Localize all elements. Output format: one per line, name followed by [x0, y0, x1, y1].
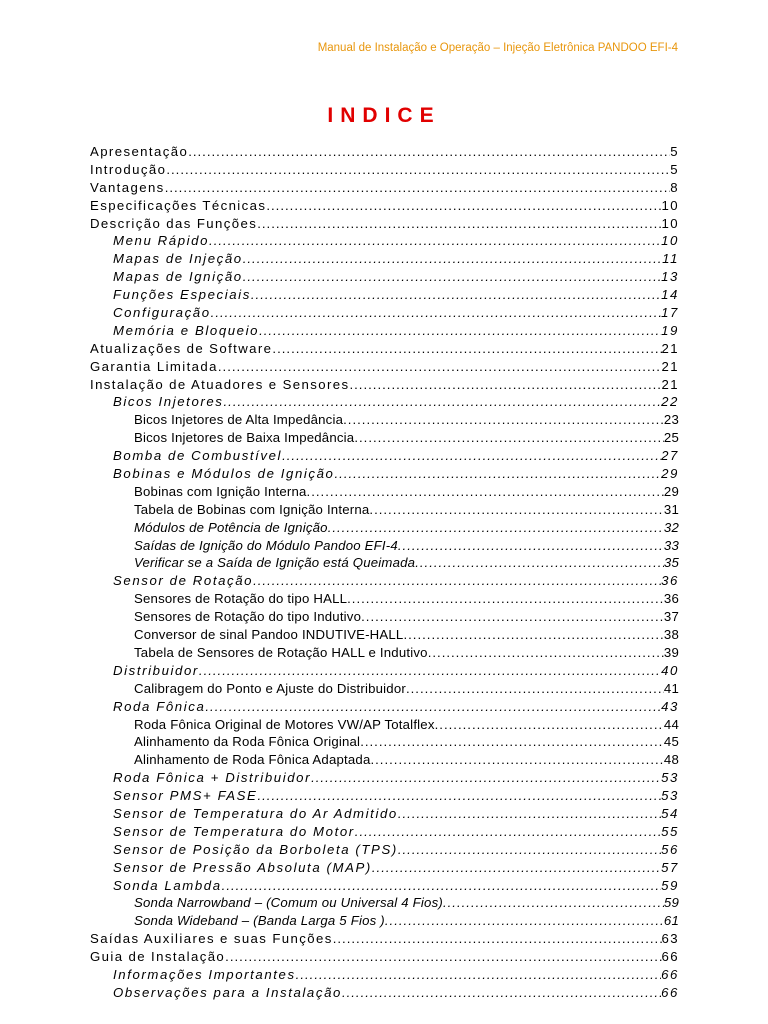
toc-entry[interactable] — [90, 286, 679, 304]
toc-entry-label: Saídas Auxiliares e suas Funções — [90, 931, 333, 947]
dot-leader — [428, 644, 664, 662]
dot-leader — [403, 626, 663, 644]
dot-leader — [328, 519, 664, 537]
dot-leader — [311, 769, 661, 787]
dot-leader — [342, 984, 661, 1002]
toc-entry[interactable] — [90, 215, 679, 233]
toc-entry-label: Bicos Injetores de Baixa Impedância — [134, 430, 355, 446]
toc-entry-label: Roda Fônica + Distribuidor — [113, 770, 312, 786]
toc-entry[interactable] — [90, 501, 679, 519]
dot-leader — [253, 572, 661, 590]
toc-entry-page-number: 38 — [663, 627, 679, 643]
toc-entry[interactable] — [90, 519, 679, 537]
toc-entry[interactable] — [90, 304, 679, 322]
dot-leader — [282, 447, 661, 465]
toc-entry-page-number: 53 — [661, 788, 679, 804]
dot-leader — [257, 787, 661, 805]
toc-entry[interactable] — [90, 877, 679, 895]
toc-entry[interactable] — [90, 894, 679, 912]
toc-entry-label: Sensor de Rotação — [113, 573, 254, 589]
dot-leader — [355, 823, 661, 841]
toc-entry-label: Mapas de Injeção — [113, 251, 243, 267]
toc-entry-label: Mapas de Ignição — [113, 269, 243, 285]
toc-entry-label: Observações para a Instalação — [113, 984, 342, 1000]
dot-leader — [211, 304, 661, 322]
dot-leader — [266, 197, 661, 215]
toc-entry[interactable] — [90, 787, 679, 805]
toc-entry-label: Menu Rápido — [113, 233, 210, 249]
toc-entry-page-number: 29 — [661, 466, 679, 482]
dot-leader — [385, 912, 664, 930]
toc-entry[interactable] — [90, 232, 679, 250]
dot-leader — [257, 215, 661, 233]
dot-leader — [360, 733, 664, 751]
page-title: INDICE — [327, 104, 441, 127]
toc-entry[interactable] — [90, 376, 679, 394]
toc-entry-page-number: 13 — [661, 269, 679, 285]
toc-entry-label: Introdução — [90, 161, 167, 177]
toc-entry-label: Informações Importantes — [113, 966, 296, 982]
toc-entry[interactable] — [90, 340, 679, 358]
dot-leader — [296, 966, 661, 984]
dot-leader — [205, 698, 661, 716]
toc-entry-page-number: 19 — [661, 322, 679, 338]
dot-leader — [199, 662, 661, 680]
toc-entry-label: Configuração — [113, 305, 211, 321]
toc-entry[interactable] — [90, 733, 679, 751]
toc-entry-page-number: 66 — [661, 984, 679, 1000]
toc-entry[interactable] — [90, 465, 679, 483]
dot-leader — [243, 250, 662, 268]
toc-entry[interactable] — [90, 769, 679, 787]
toc-entry-page-number: 22 — [661, 394, 679, 410]
toc-entry[interactable] — [90, 322, 679, 340]
toc-entry-label: Especificações Técnicas — [90, 197, 267, 213]
toc-entry[interactable] — [90, 411, 679, 429]
toc-entry-page-number: 33 — [663, 537, 679, 553]
toc-entry[interactable] — [90, 662, 679, 680]
toc-entry-label: Sensor PMS+ FASE — [113, 788, 258, 804]
toc-entry-label: Alinhamento de Roda Fônica Adaptada — [134, 752, 371, 768]
toc-entry-label: Saídas de Ignição do Módulo Pandoo EFI-4 — [134, 537, 398, 553]
toc-entry-label: Verificar se a Saída de Ignição está Queimada — [134, 555, 416, 571]
toc-entry-label: Garantia Limitada — [90, 358, 218, 374]
dot-leader — [307, 483, 664, 501]
dot-leader — [443, 894, 664, 912]
toc-entry-label: Sonda Narrowband – (Comum ou Universal 4 Fios) — [134, 895, 443, 911]
toc-entry[interactable] — [90, 912, 679, 930]
toc-entry[interactable] — [90, 626, 679, 644]
dot-leader — [251, 286, 661, 304]
dot-leader — [335, 465, 662, 483]
toc-entry-label: Apresentação — [90, 144, 189, 159]
toc-entry-page-number: 45 — [663, 734, 679, 750]
toc-entry-page-number: 53 — [661, 770, 679, 786]
toc-entry-label: Alinhamento da Roda Fônica Original — [134, 734, 361, 750]
toc-entry-page-number: 36 — [663, 591, 679, 607]
dot-leader — [354, 429, 664, 447]
table-of-contents — [90, 143, 679, 1002]
dot-leader — [372, 859, 661, 877]
dot-leader — [225, 948, 661, 966]
toc-entry-page-number: 5 — [670, 144, 679, 159]
toc-entry[interactable] — [90, 572, 679, 590]
toc-entry-page-number: 66 — [661, 966, 679, 982]
toc-entry[interactable] — [90, 680, 679, 698]
toc-entry-page-number: 21 — [661, 358, 679, 374]
dot-leader — [347, 590, 664, 608]
toc-entry-label: Descrição das Funções — [90, 215, 258, 231]
dot-leader — [369, 501, 664, 519]
toc-entry-page-number: 56 — [661, 841, 679, 857]
toc-entry-page-number: 59 — [663, 895, 679, 911]
toc-entry-label: Bicos Injetores — [113, 394, 224, 410]
dot-leader — [166, 161, 670, 179]
toc-entry-label: Bobinas e Módulos de Ignição — [113, 466, 335, 482]
toc-entry-label: Vantagens — [90, 179, 165, 195]
dot-leader — [259, 322, 661, 340]
toc-entry-page-number: 59 — [661, 877, 679, 893]
toc-entry-label: Atualizações de Software — [90, 340, 273, 356]
toc-entry-label: Memória e Bloqueio — [113, 322, 260, 338]
toc-entry-label: Roda Fônica — [113, 698, 206, 714]
dot-leader — [165, 179, 671, 197]
toc-entry[interactable] — [90, 161, 679, 179]
toc-entry-page-number: 40 — [661, 662, 679, 678]
toc-entry[interactable] — [90, 537, 679, 555]
toc-entry[interactable] — [90, 590, 679, 608]
dot-leader — [222, 877, 661, 895]
toc-entry-page-number: 61 — [663, 913, 679, 929]
dot-leader — [343, 411, 664, 429]
toc-entry-label: Sensor de Temperatura do Ar Admitido — [113, 805, 398, 821]
toc-entry-page-number: 57 — [661, 859, 679, 875]
toc-entry-label: Sensores de Rotação do tipo Indutivo — [134, 609, 362, 625]
toc-entry-page-number: 32 — [663, 519, 679, 535]
toc-entry-label: Tabela de Bobinas com Ignição Interna — [134, 501, 370, 517]
toc-entry-label: Sonda Lambda — [113, 877, 222, 893]
toc-entry[interactable] — [90, 984, 679, 1002]
toc-entry-label: Bobinas com Ignição Interna — [134, 483, 307, 499]
toc-entry-page-number: 55 — [661, 823, 679, 839]
toc-entry[interactable] — [90, 429, 679, 447]
toc-entry[interactable] — [90, 966, 679, 984]
toc-entry[interactable] — [90, 805, 679, 823]
toc-entry-label: Bomba de Combustível — [113, 448, 283, 464]
toc-entry[interactable] — [90, 859, 679, 877]
toc-entry-page-number: 39 — [663, 644, 679, 660]
toc-entry-page-number: 11 — [662, 251, 679, 267]
toc-entry-page-number: 54 — [661, 805, 679, 821]
toc-entry-label: Tabela de Sensores de Rotação HALL e Indutivo — [134, 644, 428, 660]
toc-entry-page-number: 21 — [661, 376, 679, 392]
toc-entry-page-number: 36 — [661, 573, 679, 589]
dot-leader — [243, 268, 661, 286]
toc-entry-page-number: 35 — [663, 555, 679, 571]
toc-entry[interactable] — [90, 698, 679, 716]
toc-entry-page-number: 63 — [661, 931, 679, 947]
toc-entry-page-number: 41 — [663, 680, 679, 696]
toc-entry[interactable] — [90, 447, 679, 465]
toc-entry[interactable] — [90, 930, 679, 948]
toc-entry-label: Instalação de Atuadores e Sensores — [90, 376, 350, 392]
toc-entry-page-number: 31 — [663, 501, 679, 517]
toc-entry-label: Sensor de Posição da Borboleta (TPS) — [113, 841, 398, 857]
toc-entry[interactable] — [90, 268, 679, 286]
toc-entry[interactable] — [90, 554, 679, 572]
toc-entry-label: Roda Fônica Original de Motores VW/AP Totalflex — [134, 716, 435, 732]
toc-entry-page-number: 21 — [661, 340, 679, 356]
toc-entry[interactable] — [90, 143, 679, 161]
dot-leader — [406, 680, 664, 698]
toc-entry[interactable] — [90, 823, 679, 841]
toc-entry[interactable] — [90, 393, 679, 411]
dot-leader — [188, 143, 670, 161]
toc-entry-label: Sensor de Pressão Absoluta (MAP) — [113, 859, 372, 875]
dot-leader — [209, 232, 661, 250]
toc-entry[interactable] — [90, 358, 679, 376]
toc-entry-label: Funções Especiais — [113, 287, 251, 303]
toc-entry-page-number: 8 — [670, 179, 679, 195]
toc-entry[interactable] — [90, 751, 679, 769]
toc-entry[interactable] — [90, 250, 679, 268]
running-header: Manual de Instalação e Operação – Injeção Eletrônica PANDOO EFI-4 — [317, 42, 678, 54]
toc-entry-page-number: 10 — [661, 197, 679, 213]
toc-entry-label: Sonda Wideband – (Banda Larga 5 Fios ) — [134, 913, 385, 929]
toc-entry-label: Distribuidor — [113, 662, 199, 678]
dot-leader — [272, 340, 661, 358]
toc-entry-page-number: 10 — [661, 233, 679, 249]
toc-entry-label: Sensor de Temperatura do Motor — [113, 823, 355, 839]
toc-entry-page-number: 23 — [663, 412, 679, 428]
toc-entry-page-number: 17 — [661, 305, 679, 321]
toc-entry[interactable] — [90, 716, 679, 734]
toc-entry-page-number: 14 — [661, 287, 679, 303]
toc-entry[interactable] — [90, 841, 679, 859]
toc-entry-label: Módulos de Potência de Ignição — [134, 519, 328, 535]
toc-entry-page-number: 10 — [661, 215, 679, 231]
dot-leader — [224, 393, 662, 411]
toc-entry-page-number: 48 — [663, 752, 679, 768]
dot-leader — [435, 716, 664, 734]
toc-entry-page-number: 44 — [663, 716, 679, 732]
toc-entry-label: Conversor de sinal Pandoo INDUTIVE-HALL — [134, 627, 404, 643]
toc-entry-page-number: 5 — [670, 161, 679, 177]
dot-leader — [398, 537, 664, 555]
toc-entry[interactable] — [90, 608, 679, 626]
toc-entry-page-number: 29 — [663, 483, 679, 499]
dot-leader — [370, 751, 663, 769]
toc-entry[interactable] — [90, 197, 679, 215]
toc-entry-label: Guia de Instalação — [90, 949, 226, 965]
toc-entry-label: Bicos Injetores de Alta Impedância — [134, 412, 344, 428]
dot-leader — [361, 608, 664, 626]
toc-entry-label: Calibragem do Ponto e Ajuste do Distribuidor — [134, 680, 406, 696]
dot-leader — [398, 841, 661, 859]
dot-leader — [218, 358, 662, 376]
toc-entry-page-number: 25 — [663, 430, 679, 446]
toc-entry[interactable] — [90, 644, 679, 662]
toc-entry-page-number: 43 — [661, 698, 679, 714]
toc-entry-page-number: 27 — [661, 448, 679, 464]
toc-entry[interactable] — [90, 179, 679, 197]
dot-leader — [415, 554, 664, 572]
toc-entry-page-number: 37 — [663, 609, 679, 625]
toc-entry[interactable] — [90, 948, 679, 966]
dot-leader — [333, 930, 662, 948]
toc-entry-page-number: 66 — [661, 949, 679, 965]
toc-entry-label: Sensores de Rotação do tipo HALL — [134, 591, 348, 607]
dot-leader — [398, 805, 661, 823]
toc-entry[interactable] — [90, 483, 679, 501]
dot-leader — [349, 376, 661, 394]
